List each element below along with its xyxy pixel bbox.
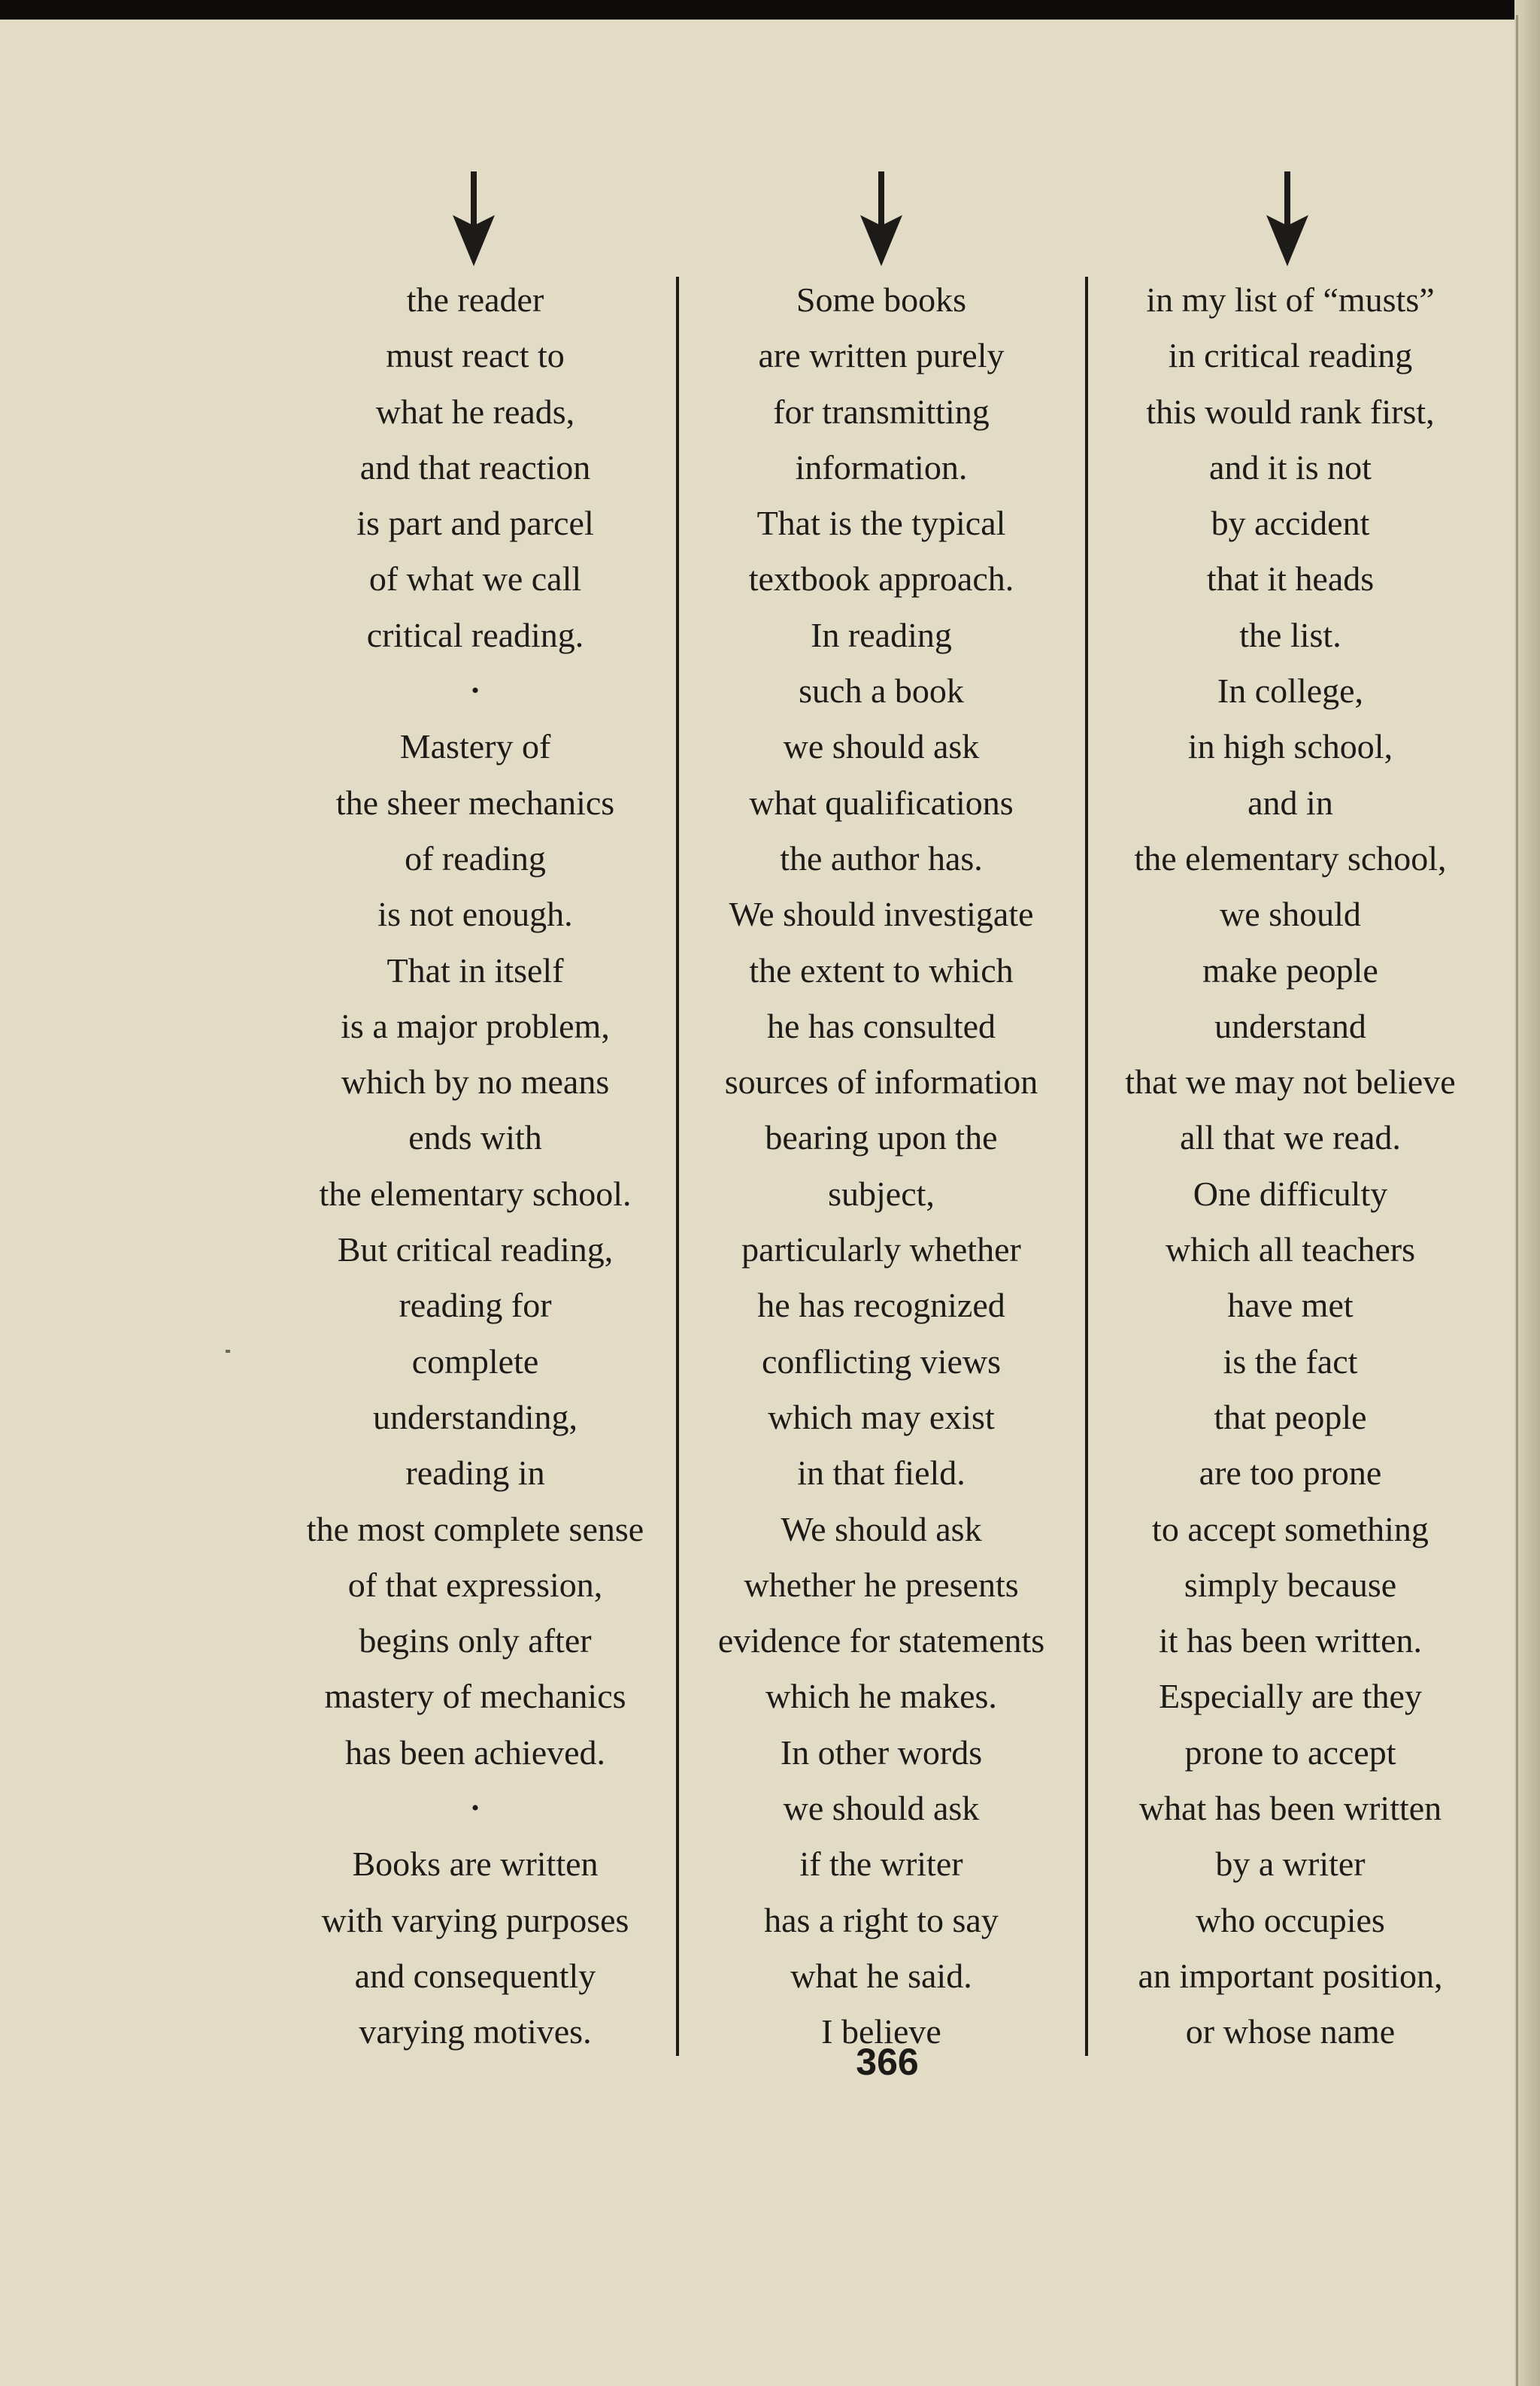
- bullet-icon: •: [471, 1796, 480, 1821]
- text-line: and in: [1247, 783, 1333, 822]
- text-line: mastery of mechanics: [324, 1677, 626, 1716]
- text-line: In other words: [780, 1733, 983, 1772]
- text-line: have met: [1227, 1286, 1354, 1325]
- down-arrow-icon: [450, 171, 498, 266]
- text-line: we should: [1220, 895, 1361, 934]
- text-line: what qualifications: [749, 783, 1014, 822]
- text-line: But critical reading,: [337, 1230, 614, 1269]
- column-divider: [1085, 277, 1088, 2056]
- text-line: he has consulted: [766, 1006, 996, 1045]
- text-line: reading in: [405, 1454, 545, 1493]
- text-line: I believe: [821, 2012, 941, 2051]
- text-line: Especially are they: [1159, 1677, 1422, 1716]
- text-line: understanding,: [372, 1397, 578, 1436]
- page-binding-line: [1516, 15, 1518, 2386]
- text-column-right: [1092, 272, 1489, 2060]
- text-line: the sheer mechanics: [335, 783, 615, 822]
- text-line: In reading: [811, 615, 952, 654]
- text-line: the most complete sense: [306, 1509, 644, 1548]
- text-line: with varying purposes: [321, 1900, 629, 1939]
- text-line: what he said.: [790, 1956, 972, 1995]
- text-line: bearing upon the: [765, 1118, 998, 1157]
- text-line: all that we read.: [1180, 1118, 1401, 1157]
- text-line: Some books: [796, 280, 967, 319]
- text-line: We should investigate: [729, 895, 1034, 934]
- text-line: has been achieved.: [344, 1733, 606, 1772]
- text-line: is not enough.: [377, 895, 573, 934]
- text-line: is part and parcel: [356, 504, 594, 543]
- text-line: it has been written.: [1158, 1621, 1422, 1660]
- text-line: that it heads: [1206, 559, 1375, 599]
- down-arrow-icon: [857, 171, 905, 266]
- text-line: we should ask: [783, 727, 980, 766]
- text-line: an important position,: [1138, 1956, 1443, 1995]
- page-right-edge: [1514, 0, 1540, 2386]
- text-line: particularly whether: [741, 1230, 1021, 1269]
- text-line: is a major problem,: [341, 1006, 610, 1045]
- text-line: reading for: [399, 1286, 552, 1325]
- text-line: of that expression,: [347, 1565, 603, 1604]
- text-line: and consequently: [354, 1956, 596, 1995]
- text-line: complete: [411, 1342, 539, 1381]
- text-line: if the writer: [799, 1845, 963, 1884]
- text-line: by a writer: [1215, 1845, 1366, 1884]
- text-line: prone to accept: [1184, 1733, 1396, 1772]
- text-line: that we may not believe: [1125, 1063, 1456, 1102]
- text-line: the author has.: [780, 838, 983, 878]
- text-line: We should ask: [781, 1509, 982, 1548]
- text-line: the elementary school,: [1134, 838, 1447, 878]
- text-line: of what we call: [368, 559, 582, 599]
- page-number: 366: [856, 2041, 919, 2083]
- text-line: critical reading.: [366, 615, 584, 654]
- text-line: subject,: [828, 1174, 935, 1213]
- text-line: evidence for statements: [717, 1621, 1045, 1660]
- stray-print-mark: [226, 1350, 230, 1353]
- text-line: to accept something: [1152, 1509, 1429, 1548]
- text-line: textbook approach.: [748, 559, 1014, 599]
- text-line: begins only after: [359, 1621, 592, 1660]
- text-line: or whose name: [1185, 2012, 1396, 2051]
- top-edge-shadow: [0, 0, 1540, 20]
- text-line: make people: [1202, 950, 1378, 990]
- text-line: understand: [1214, 1006, 1366, 1045]
- text-line: are written purely: [758, 336, 1005, 375]
- text-line: for transmitting: [773, 392, 990, 431]
- text-column-left: [280, 272, 671, 2060]
- text-line: which all teachers: [1165, 1230, 1416, 1269]
- text-line: That is the typical: [756, 504, 1006, 543]
- text-line: in high school,: [1187, 727, 1393, 766]
- text-line: what has been written: [1138, 1789, 1442, 1828]
- text-line: this would rank first,: [1146, 392, 1435, 431]
- text-line: is the fact: [1223, 1342, 1358, 1381]
- text-line: conflicting views: [761, 1342, 1002, 1381]
- text-line: must react to: [386, 336, 565, 375]
- text-line: and it is not: [1209, 447, 1372, 487]
- text-line: the elementary school.: [319, 1174, 632, 1213]
- text-line: he has recognized: [757, 1286, 1005, 1325]
- text-line: which by no means: [341, 1063, 610, 1102]
- text-line: in critical reading: [1168, 336, 1413, 375]
- text-line: and that reaction: [359, 447, 591, 487]
- text-line: whether he presents: [744, 1565, 1019, 1604]
- text-line: information.: [795, 447, 968, 487]
- bullet-icon: •: [471, 678, 480, 704]
- column-divider: [676, 277, 679, 2056]
- text-line: who occupies: [1196, 1900, 1385, 1939]
- text-line: what he reads,: [375, 392, 575, 431]
- text-line: we should ask: [783, 1789, 980, 1828]
- text-line: Mastery of: [399, 727, 551, 766]
- text-line: That in itself: [387, 950, 564, 990]
- text-line: varying motives.: [359, 2012, 592, 2051]
- text-line: which he makes.: [765, 1677, 997, 1716]
- text-line: has a right to say: [764, 1900, 999, 1939]
- text-line: simply because: [1184, 1565, 1397, 1604]
- text-line: of reading: [405, 838, 546, 878]
- down-arrow-icon: [1263, 171, 1311, 266]
- text-line: that people: [1214, 1397, 1367, 1436]
- text-line: which may exist: [768, 1397, 995, 1436]
- text-line: in that field.: [797, 1454, 966, 1493]
- text-line: by accident: [1211, 504, 1370, 543]
- text-line: sources of information: [724, 1063, 1038, 1102]
- text-line: the extent to which: [749, 950, 1014, 990]
- text-line: In college,: [1217, 672, 1364, 711]
- text-line: such a book: [799, 672, 964, 711]
- text-line: are too prone: [1199, 1454, 1382, 1493]
- text-line: the reader: [406, 280, 544, 319]
- text-line: Books are written: [352, 1845, 599, 1884]
- text-line: One difficulty: [1193, 1174, 1388, 1213]
- text-line: ends with: [408, 1118, 542, 1157]
- text-line: in my list of “musts”: [1146, 280, 1435, 319]
- text-line: the list.: [1239, 615, 1341, 654]
- text-column-middle: [683, 272, 1080, 2060]
